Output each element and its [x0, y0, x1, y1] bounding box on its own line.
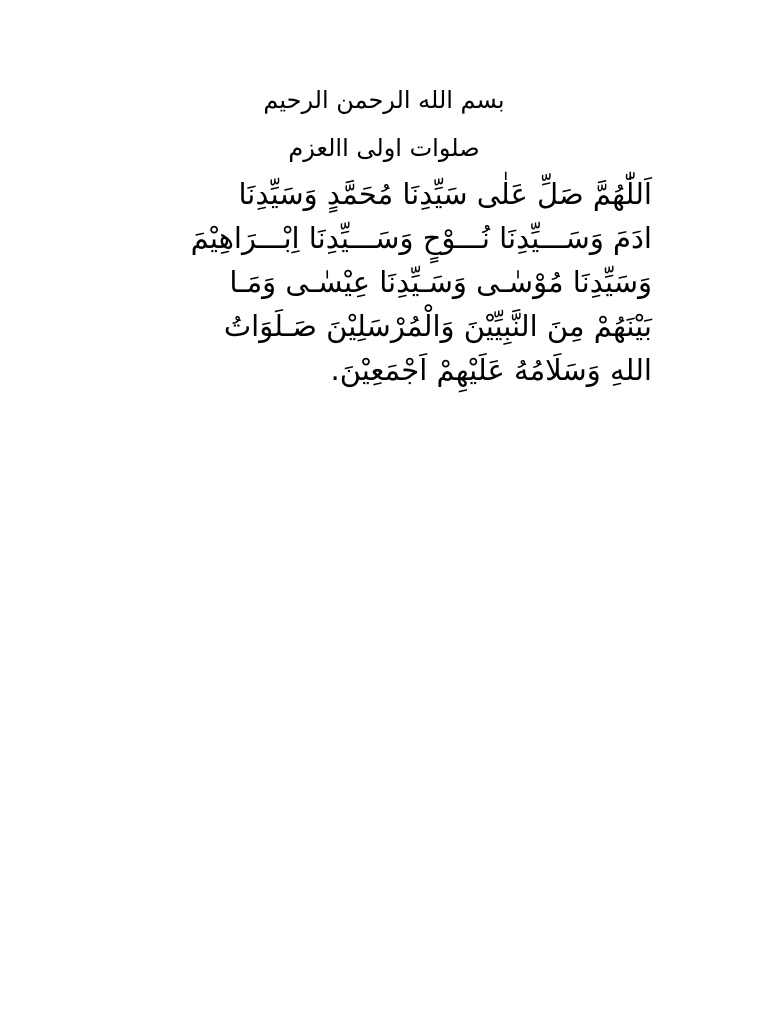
prayer-line-5: اللهِ وَسَلَامُهُ عَلَيْهِمْ اَجْمَعِيْنَ. — [330, 353, 652, 387]
document-title: صلوات اولى االعزم — [288, 134, 480, 162]
prayer-text — [116, 172, 652, 392]
basmala-heading: بسم الله الرحمن الرحيم — [263, 86, 505, 114]
prayer-line-2: ادَمَ وَسَـــيِّدِنَا نُـــوْحٍ وَسَـــيِّدِنَا اِبْـــرَاهِيْمَ — [190, 221, 652, 255]
prayer-line-1: اَللّٰهُمَّ صَلِّ عَلٰى سَيِّدِنَا مُحَمَّدٍ وَسَيِّدِنَا — [238, 177, 652, 211]
prayer-line-4: بَيْنَهُمْ مِنَ النَّبِيِّيْنَ وَالْمُرْسَلِيْنَ صَـلَوَاتُ — [223, 309, 652, 343]
prayer-line-3: وَسَيِّدِنَا مُوْسٰـى وَسَـيِّدِنَا عِيْسٰـى وَمَـا — [229, 265, 652, 299]
